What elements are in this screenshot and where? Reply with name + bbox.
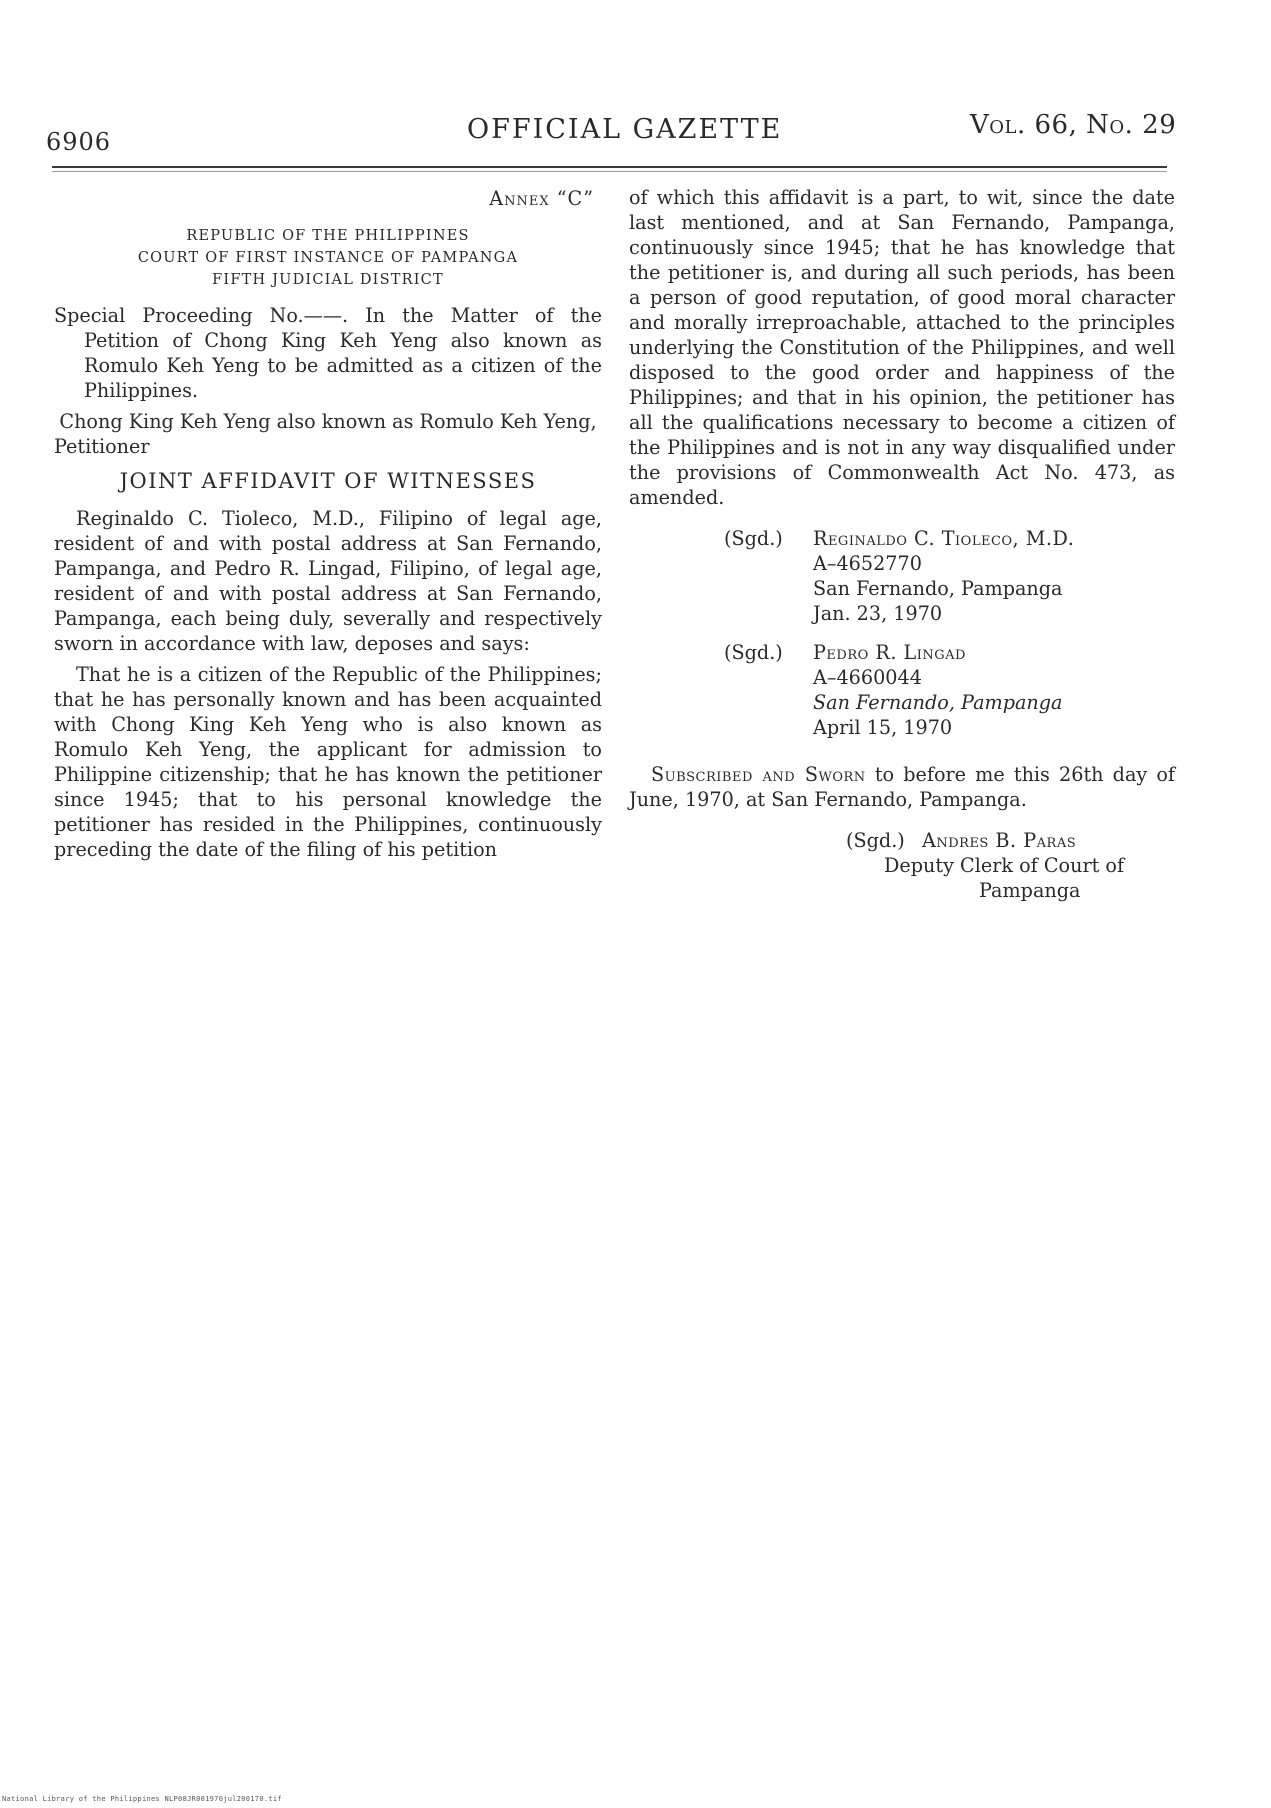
officer-title: Deputy Clerk of Court of	[884, 854, 1125, 877]
jurat-lead: Subscribed and Sworn	[651, 763, 866, 786]
volume-number: Vol. 66, No. 29	[970, 110, 1177, 140]
jurat	[629, 762, 1175, 812]
signatory-address: San Fernando, Pampanga	[813, 691, 1063, 714]
affidavit-title: JOINT AFFIDAVIT OF WITNESSES	[119, 469, 537, 493]
header-rule	[52, 166, 1167, 168]
gazette-title: OFFICIAL GAZETTE	[467, 114, 783, 145]
acr-number: A–4660044	[813, 666, 922, 689]
left-column	[54, 186, 602, 862]
signatory-name: Reginaldo C. Tioleco, M.D.	[813, 527, 1075, 550]
jurat-text: to before me this 26th day of June, 1970, at San Fernando, Pampanga.	[629, 763, 1176, 811]
page-number: 6906	[46, 128, 112, 156]
special-proceeding: Special Proceeding No.——. In the Matter of the Petition of Chong King Keh Yeng also known as Romulo Keh Yeng to be admitted as a citizen of the Philippines.	[54, 304, 602, 402]
signature-block-tioleco	[629, 526, 1175, 626]
signature-block-paras	[629, 828, 1175, 903]
signatory-name: Pedro R. Lingad	[813, 641, 966, 664]
signature-date: April 15, 1970	[813, 716, 953, 739]
officer-title-place: Pampanga	[979, 879, 1081, 902]
deposition-paragraph: That he is a citizen of the Republic of the Philippines; that he has personally known and has been acquainted with Chong King Keh Yeng who is also known as Romulo Keh Yeng, the applicant for admission to Philippine citizenship; that he has known the petitioner since 1945; that to his personal knowledge the petitioner has resided in the Philippines, continuously preceding the date of the filing of his petition	[54, 663, 602, 861]
court-line: REPUBLIC OF THE PHILIPPINES	[186, 228, 470, 244]
acr-number: A–4652770	[813, 552, 922, 575]
signed-label: (Sgd.)	[846, 829, 905, 852]
affiants-paragraph: Reginaldo C. Tioleco, M.D., Filipino of legal age, resident of and with postal address at San Fernando, Pampanga, and Pedro R. Lingad, Filipino, of legal age, resident of and with postal address at San Fernando, Pampanga, each being duly, severally and respectively sworn in accordance with law, deposes and says:	[54, 507, 602, 655]
annex-label: Annex “C”	[489, 187, 594, 210]
court-line: COURT OF FIRST INSTANCE OF PAMPANGA	[137, 250, 519, 266]
signatory-address: San Fernando, Pampanga	[813, 577, 1063, 600]
signature-date: Jan. 23, 1970	[813, 602, 943, 625]
officer-name: Andres B. Paras	[922, 829, 1077, 852]
court-line: FIFTH JUDICIAL DISTRICT	[212, 272, 444, 288]
signed-label: (Sgd.)	[724, 641, 783, 664]
petitioner-line: Chong King Keh Yeng also known as Romulo Keh Yeng, Petitioner	[54, 410, 597, 458]
court-heading	[54, 225, 602, 291]
signed-label: (Sgd.)	[724, 527, 783, 550]
right-column	[629, 185, 1175, 903]
deposition-continued: of which this affidavit is a part, to wit, since the date last mentioned, and at San Fernando, Pampanga, continuously since 1945; that he has knowledge that the petitioner is, and during all such periods, has been a person of good reputation, of good moral character and morally irreproachable, attached to the principles underlying the Constitution of the Philippines, and well disposed to the good order and happiness of the Philippines; and that in his opinion, the petitioner has all the qualifications necessary to become a citizen of the Philippines and is not in any way disqualified under the provisions of Commonwealth Act No. 473, as amended.	[629, 186, 1175, 509]
signature-block-lingad	[629, 640, 1175, 740]
header-rule-thin	[52, 171, 1167, 172]
scan-footer: National Library of the Philippines NLP08JR001970jul200170.tif	[2, 1795, 282, 1803]
